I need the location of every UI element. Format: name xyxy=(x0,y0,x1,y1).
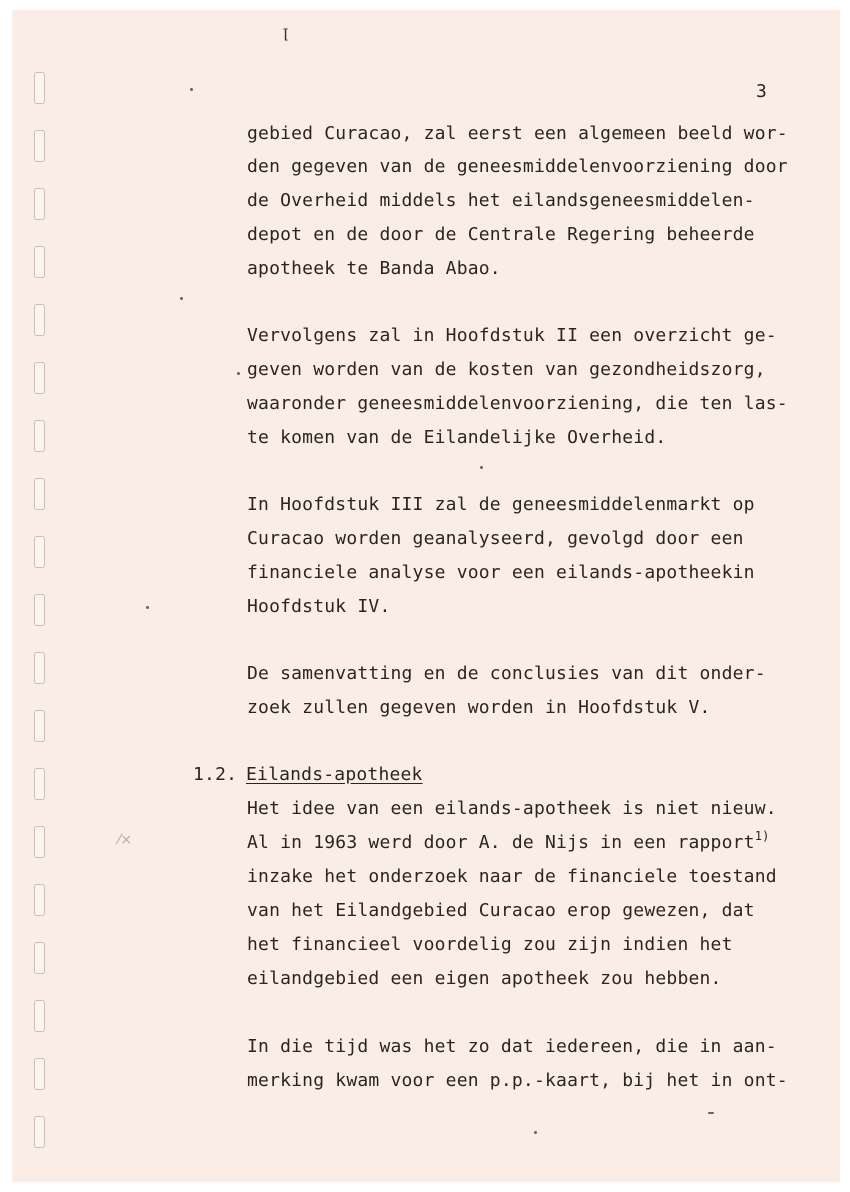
section-title: Eilands-apotheek xyxy=(246,764,423,785)
binder-hole xyxy=(34,710,45,742)
binder-hole xyxy=(34,536,45,568)
text-line: het financieel voordelig zou zijn indien het xyxy=(247,934,733,955)
paper-speck xyxy=(146,606,149,609)
faint-cross-mark: ⁄× xyxy=(118,832,133,848)
text-line: Het idee van een eilands-apotheek is niet nieuw. xyxy=(247,798,777,819)
binder-hole xyxy=(34,246,45,278)
binder-hole xyxy=(34,188,45,220)
paper-speck xyxy=(237,372,240,375)
text-line: zoek zullen gegeven worden in Hoofdstuk V. xyxy=(247,697,711,718)
text-line-with-footnote xyxy=(247,829,770,854)
text-line: De samenvatting en de conclusies van dit onder- xyxy=(247,663,766,684)
text-line: gebied Curacao, zal eerst een algemeen beeld wor- xyxy=(247,123,788,144)
text-span: Al in 1963 werd door A. de Nijs in een rapport xyxy=(247,832,755,853)
text-line: depot en de door de Centrale Regering beheerde xyxy=(247,224,755,245)
page-number: 3 xyxy=(756,81,768,102)
binder-hole xyxy=(34,420,45,452)
text-line: In Hoofdstuk III zal de geneesmiddelenmarkt op xyxy=(247,494,755,515)
top-pencil-mark: ꞁ xyxy=(283,22,289,41)
text-line: merking kwam voor een p.p.-kaart, bij het in ont- xyxy=(247,1070,788,1091)
section-number: 1.2. xyxy=(193,764,238,785)
text-line: Hoofdstuk IV. xyxy=(247,596,391,617)
paper-speck xyxy=(190,88,193,91)
paper-speck xyxy=(180,297,183,300)
text-line: apotheek te Banda Abao. xyxy=(247,258,501,279)
binder-hole xyxy=(34,884,45,916)
text-line: Vervolgens zal in Hoofdstuk II een overzicht ge- xyxy=(247,325,777,346)
document-page xyxy=(12,10,840,1182)
text-line: waaronder geneesmiddelenvoorziening, die ten las- xyxy=(247,393,788,414)
text-line: financiele analyse voor een eilands-apotheekin xyxy=(247,562,755,583)
binder-hole xyxy=(34,1116,45,1148)
text-line: geven worden van de kosten van gezondheidszorg, xyxy=(247,359,766,380)
binder-hole xyxy=(34,72,45,104)
text-line: de Overheid middels het eilandsgeneesmiddelen- xyxy=(247,190,755,211)
binder-hole xyxy=(34,768,45,800)
binder-hole xyxy=(34,942,45,974)
text-line: van het Eilandgebied Curacao erop gewezen, dat xyxy=(247,900,755,921)
text-line: te komen van de Eilandelijke Overheid. xyxy=(247,427,667,448)
footnote-marker: 1) xyxy=(754,829,770,843)
text-line: inzake het onderzoek naar de financiele toestand xyxy=(247,866,777,887)
binder-hole xyxy=(34,652,45,684)
binder-hole xyxy=(34,362,45,394)
text-line: Curacao worden geanalyseerd, gevolgd door een xyxy=(247,528,744,549)
paper-speck xyxy=(480,466,483,469)
paper-speck xyxy=(534,1131,537,1134)
text-line: In die tijd was het zo dat iedereen, die in aan- xyxy=(247,1036,777,1057)
binder-hole xyxy=(34,304,45,336)
binder-hole xyxy=(34,1000,45,1032)
text-line: eilandgebied een eigen apotheek zou hebben. xyxy=(247,968,722,989)
binder-hole xyxy=(34,1058,45,1090)
text-line: den gegeven van de geneesmiddelenvoorziening door xyxy=(247,156,788,177)
binder-hole xyxy=(34,130,45,162)
binder-hole xyxy=(34,826,45,858)
binder-hole xyxy=(34,478,45,510)
binder-hole xyxy=(34,594,45,626)
paper-speck xyxy=(708,1112,714,1114)
